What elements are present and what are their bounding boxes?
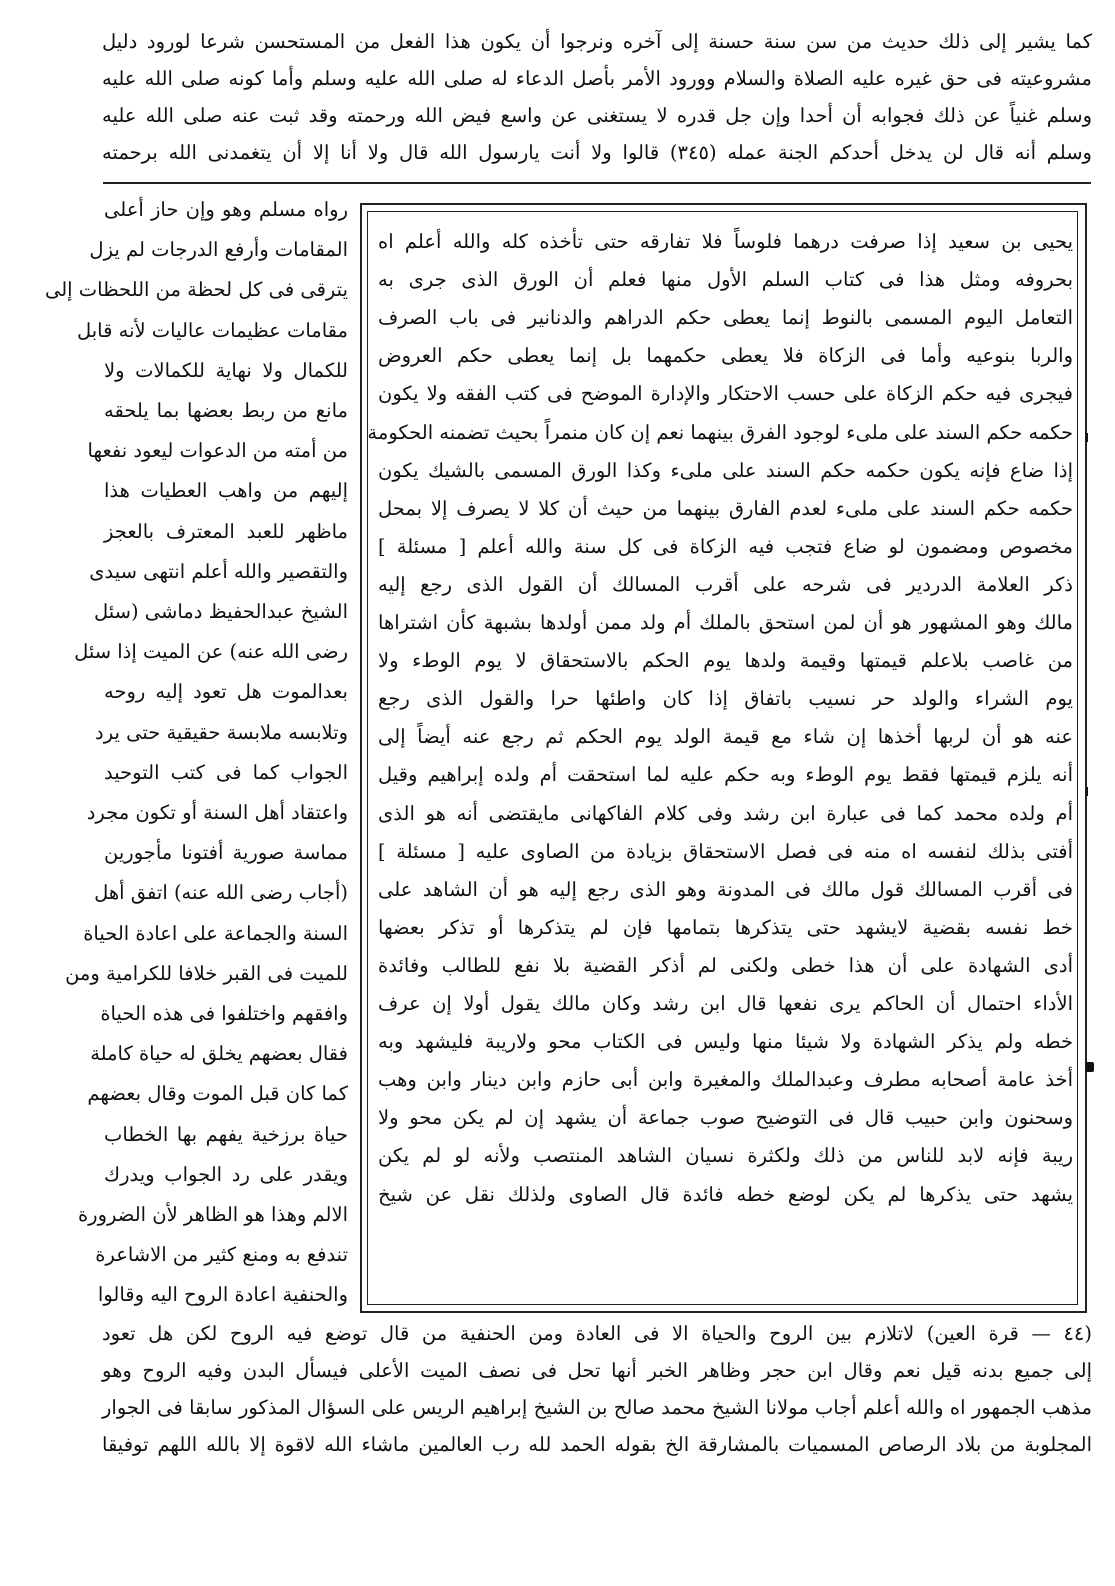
box-line: عنه هو أن لربها أخذها إن شاء مع قيمة الولد يوم الحكم ثم رجع عنه أيضاً إلى xyxy=(378,725,1073,749)
box-line: يحيى بن سعيد إذا صرفت درهما فلوساً فلا تفارقه حتى تأخذه كله والله أعلم اه xyxy=(378,230,1073,253)
box-line: فى أقرب المسالك قول مالك فى المدونة وهو الذى رجع إليه هو أن الشاهد على xyxy=(378,877,1073,901)
side-line: والحنفية اعادة الروح اليه وقالوا xyxy=(97,1283,348,1307)
top-line: مشروعيته فى حق غيره عليه الصلاة والسلام وورود الأمر بأصل الدعاء له صلى الله عليه وسلم وأما كونه صلى الله عليه xyxy=(102,67,1092,90)
margin-speck xyxy=(1086,433,1088,442)
side-line: من أمته من الدعوات ليعود نفعها xyxy=(87,439,348,463)
side-line: فقال بعضهم يخلق له حياة كاملة xyxy=(90,1042,348,1066)
side-line: الالم وهذا هو الظاهر لأن الضرورة xyxy=(77,1203,348,1226)
side-line: المقامات وأرفع الدرجات لم يزل xyxy=(89,238,348,262)
box-line: التعامل اليوم المسمى بالنوط إنما يعطى حكم الدراهم والدنانير فى باب الصرف xyxy=(378,306,1073,330)
side-line: بعدالموت هل تعود إليه روحه xyxy=(104,680,348,704)
side-line: حياة برزخية يفهم بها الخطاب xyxy=(104,1122,348,1146)
box-line: مخصوص ومضمون لو ضاع فتجب فيه الزكاة فى كل سنة والله أعلم [ مسئلة ] xyxy=(378,534,1073,558)
box-line: والربا بنوعيه وأما فى الزكاة فلا يعطى حكمهما بل إنما يعطى حكم العروض xyxy=(378,344,1073,368)
top-line: كما يشير إلى ذلك حديث من سن سنة حسنة إلى آخره ونرجوا أن يكون هذا الفعل من المستحسن شرعا لورود دليل xyxy=(102,30,1092,53)
side-line: يترقى فى كل لحظة من اللحظات إلى xyxy=(44,278,348,302)
side-line: مماسة صورية أفتونا مأجورين xyxy=(104,841,348,865)
box-line: من غاصب بلاعلم قيمتها وقيمة ولدها يوم الحكم بالاستحقاق لا يوم الوطء ولا xyxy=(378,649,1073,673)
side-line: مقامات عظيمات عاليات لأنه قابل xyxy=(76,318,348,342)
box-line: فيجرى فيه حكم الزكاة على حسب الاحتكار والإدارة الموضح فى كتب الفقه ولا يكون xyxy=(378,382,1073,406)
box-line: بحروفه ومثل هذا فى كتاب السلم الأول منها فعلم أن الورق الذى جرى به xyxy=(378,268,1073,292)
box-line: أدى الشهادة على أن هذا خطى ولكنى لم أذكر القضية بلا نفع للطالب وفائدة xyxy=(378,953,1073,977)
side-line: للميت فى القبر خلافا للكرامية ومن xyxy=(65,961,348,985)
box-line: ريبة فإنه لابد للناس من ذلك ولكثرة نسيان الشاهد المنتصب ولأنه لو لم يكن xyxy=(378,1144,1073,1168)
box-line: حكمه حكم السند على ملىء لوجود الفرق بينهما نعم إن كان منمراً بحيث تضمنه الحكومة xyxy=(367,420,1073,444)
side-line: إليهم من واهب العطيات هذا xyxy=(104,479,348,503)
box-line: حكمه حكم السند على ملىء لعدم الفارق بينهما من حيث أن كلا لا يصرف إلا بمحل xyxy=(378,496,1073,520)
top-line: وسلم غنياً عن ذلك فجوابه أن أحدا وإن جل قدره لا يستغنى عن واسع فيض الله ورحمته وقد ثبت عنه صلى الله عليه xyxy=(102,104,1092,127)
side-line: وافقهم واختلفوا فى هذه الحياة xyxy=(100,1002,348,1025)
box-line: أخذ عامة أصحابه مطرف وعبدالملك والمغيرة وابن أبى حازم وابن دينار وابن وهب xyxy=(378,1068,1073,1092)
box-line: أفتى بذلك لنفسه اه منه فى فصل الاستحقاق بزيادة من الصاوى عليه [ مسئلة ] xyxy=(378,839,1073,863)
side-line: (أجاب رضى الله عنه) اتفق أهل xyxy=(94,881,348,905)
box-line: خطه ولم يذكر الشهادة ولا شيئا منها وليس فى الكتاب محو ولاريبة فليشهد وبه xyxy=(378,1030,1073,1054)
side-line: رواه مسلم وهو وإن حاز أعلى xyxy=(104,198,348,221)
margin-speck xyxy=(1086,1062,1094,1072)
box-line: خط نفسه بقضية لايشهد حتى يتذكرها بتمامها فإن لم يتذكرها أو تذكر بعضها xyxy=(378,915,1073,939)
side-line: ويقدر على رد الجواب ويدرك xyxy=(104,1162,348,1186)
bottom-line: مذهب الجمهور اه والله أعلم أجاب مولانا الشيخ محمد صالح بن الشيخ إبراهيم الريس على السؤال المذكور سابقا فى الجوار xyxy=(102,1396,1092,1419)
box-line: أم ولده محمد كما فى عبارة ابن رشد وفى كلام الفاكهانى مايقتضى أنه هو الذى xyxy=(378,801,1073,825)
side-line: ماظهر للعبد المعترف بالعجز xyxy=(104,519,348,543)
side-line: الشيخ عبدالحفيظ دماشى (سئل xyxy=(93,600,348,623)
box-line: أنه يلزم قيمتها فقط يوم الوطء وبه حكم عليه لما استحقت أم ولده إبراهيم وقيل xyxy=(378,763,1073,787)
side-line: السنة والجماعة على اعادة الحياة xyxy=(83,921,348,945)
side-line: الجواب كما فى كتب التوحيد xyxy=(104,760,348,784)
side-line: واعتقاد أهل السنة أو تكون مجرد xyxy=(86,801,348,824)
top-line: وسلم أنه قال لن يدخل أحدكم الجنة عمله (٣٤٥) قالوا ولا أنت يارسول الله قال ولا أنا إلا أن يتغمدنى الله برحمته xyxy=(102,141,1092,164)
box-line: الأداء احتمال أن الحاكم يرى نفعها قال ابن رشد وكان مالك يقول أولا إن عرف xyxy=(378,992,1073,1015)
side-line: والتقصير والله أعلم انتهى سيدى xyxy=(89,559,348,583)
margin-speck xyxy=(1086,787,1088,796)
box-line: إذا ضاع فإنه يكون حكمه حكم السند على ملىء وكذا الورق المسمى بالشيك يكون xyxy=(378,458,1073,482)
side-line: وتلابسه ملابسة حقيقية حتى يرد xyxy=(95,720,348,744)
bottom-line: (٤٤ — قرة العين) لاتلازم بين الروح والحياة الا فى العادة ومن الحنفية من قال توضع فيه الروح لكن هل تعود xyxy=(102,1322,1092,1345)
top-rule xyxy=(103,182,1091,184)
bottom-line: إلى جميع بدنه قيل نعم وقال ابن حجر وظاهر الخبر أنها تحل فى نصف الميت الأعلى فيسأل البدن وفيه الروح وهو xyxy=(102,1359,1092,1382)
bottom-line: المجلوبة من بلاد الرصاص المسميات بالمشارقة الخ بقوله الحمد لله رب العالمين ماشاء الله لاقوة إلا بالله اللهم توفيقا xyxy=(102,1433,1092,1456)
side-line: للكمال ولا نهاية للكمالات ولا xyxy=(104,358,348,382)
box-line: يشهد حتى يذكرها لم يكن لوضع خطه فائدة قال الصاوى ولذلك نقل عن شيخ xyxy=(378,1182,1073,1206)
side-line: تندفع به ومنع كثير من الاشاعرة xyxy=(95,1243,348,1267)
side-line: مانع من ربط بعضها بما يلحقه xyxy=(104,399,348,422)
box-line: وسحنون وابن حبيب قال فى التوضيح صوب جماعة أن يشهد إن لم يكن محو ولا xyxy=(378,1106,1073,1130)
boxed-commentary-inner-frame xyxy=(367,211,1078,1305)
side-line: كما كان قبل الموت وقال بعضهم xyxy=(87,1082,348,1106)
box-line: ذكر العلامة الدردير فى شرحه على أقرب المسالك أن القول الذى رجع إليه xyxy=(378,572,1073,596)
box-line: يوم الشراء والولد حر نسيب باتفاق إذا كان واطئها حرا والقول الذى رجع xyxy=(378,687,1073,711)
side-line: رضى الله عنه) عن الميت إذا سئل xyxy=(74,640,348,664)
box-line: مالك وهو المشهور هو أن لمن استحق بالملك أم ولد ممن أولدها بشبهة كأن اشتراها xyxy=(378,611,1073,634)
